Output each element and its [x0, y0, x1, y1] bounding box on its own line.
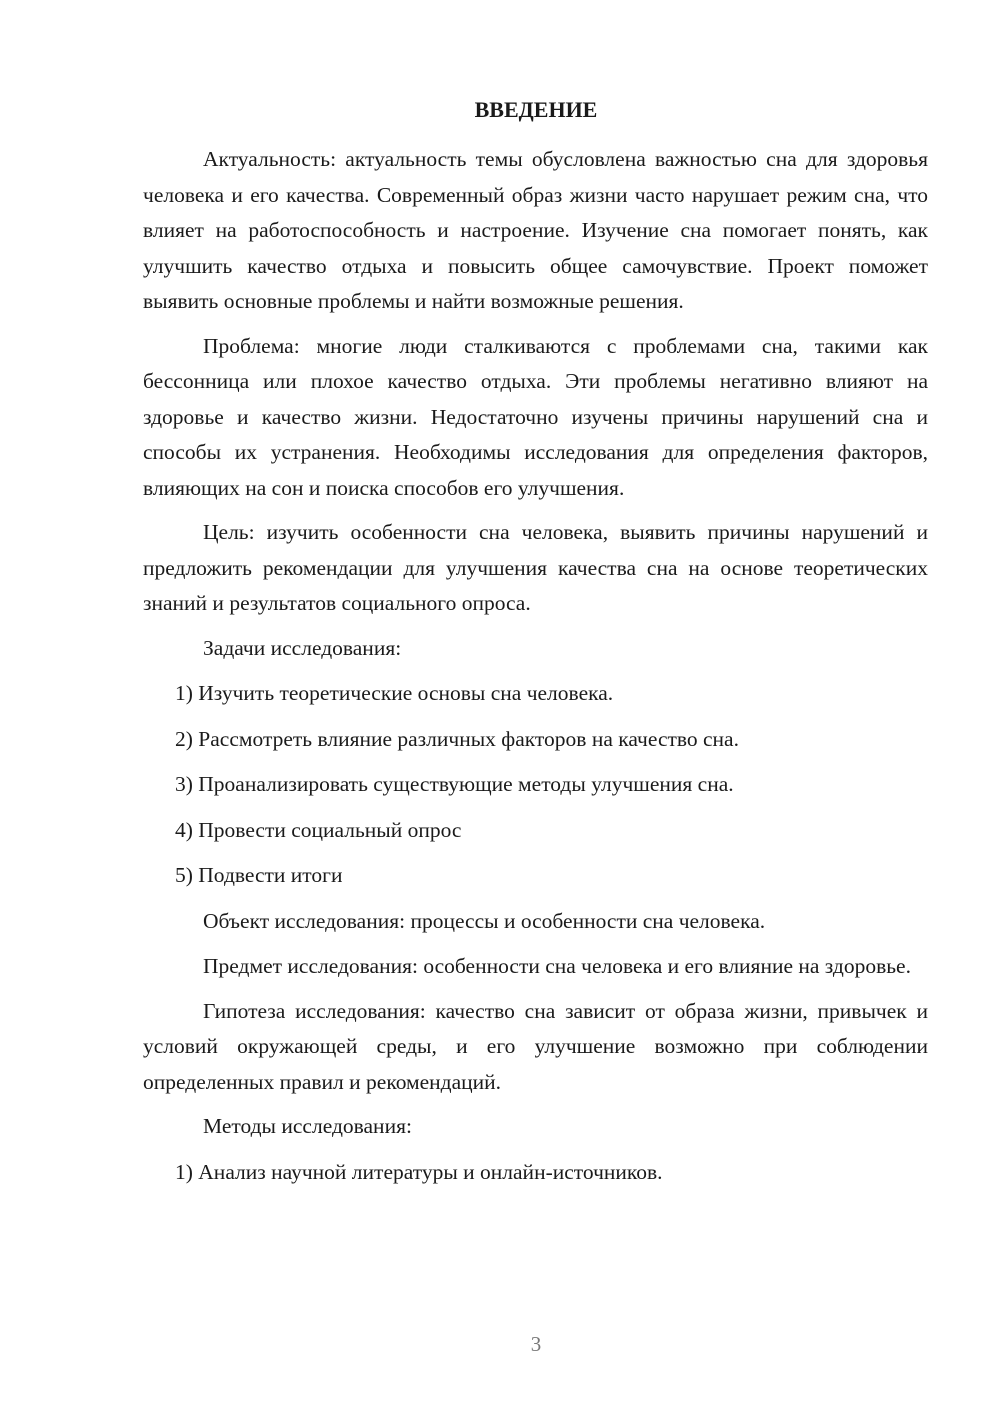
paragraph-goal: Цель: изучить особенности сна человека, выявить причины нарушений и предложить рекомендации для улучшения качества сна на основе теоретических знаний и результатов социального опроса.: [143, 520, 928, 615]
paragraph-problem: Проблема: многие люди сталкиваются с проблемами сна, такими как бессонница или плохое качество отдыха. Эти проблемы негативно влияют на здоровье и качество жизни. Недостаточно изучены причины нарушений сна и способы их устранения. Необходимы исследования для определения факторов, влияющих на сон и поиска способов его улучшения.: [143, 333, 928, 500]
method-item: 1) Анализ научной литературы и онлайн-источников.: [175, 1159, 663, 1184]
paragraph-subject: Предмет исследования: особенности сна человека и его влияние на здоровье.: [203, 954, 911, 978]
tasks-label: Задачи исследования:: [203, 635, 402, 660]
task-item: 2) Рассмотреть влияние различных факторов на качество сна.: [175, 726, 739, 751]
methods-label: Методы исследования:: [203, 1114, 412, 1138]
paragraph-relevance: Актуальность: актуальность темы обусловлена важностью сна для здоровья человека и его качества. Современный образ жизни часто нарушает режим сна, что влияет на работоспособность и настроение. Изучение сна помогает понять, как улучшить качество отдыха и повысить общее самочувствие. Проект поможет выявить основные проблемы и найти возможные решения.: [143, 147, 928, 313]
task-item: 1) Изучить теоретические основы сна человека.: [175, 681, 614, 705]
task-item: 4) Провести социальный опрос: [175, 817, 462, 842]
page-title: ВВЕДЕНИЕ: [474, 97, 598, 122]
page-number: 3: [530, 1332, 542, 1356]
paragraph-hypothesis: Гипотеза исследования: качество сна зависит от образа жизни, привычек и условий окружающей среды, и его улучшение возможно при соблюдении определенных правил и рекомендаций.: [143, 998, 928, 1094]
task-item: 3) Проанализировать существующие методы улучшения сна.: [175, 772, 734, 796]
document-body: [143, 142, 928, 1200]
paragraph-object: Объект исследования: процессы и особенности сна человека.: [203, 908, 766, 933]
task-item: 5) Подвести итоги: [175, 863, 343, 887]
